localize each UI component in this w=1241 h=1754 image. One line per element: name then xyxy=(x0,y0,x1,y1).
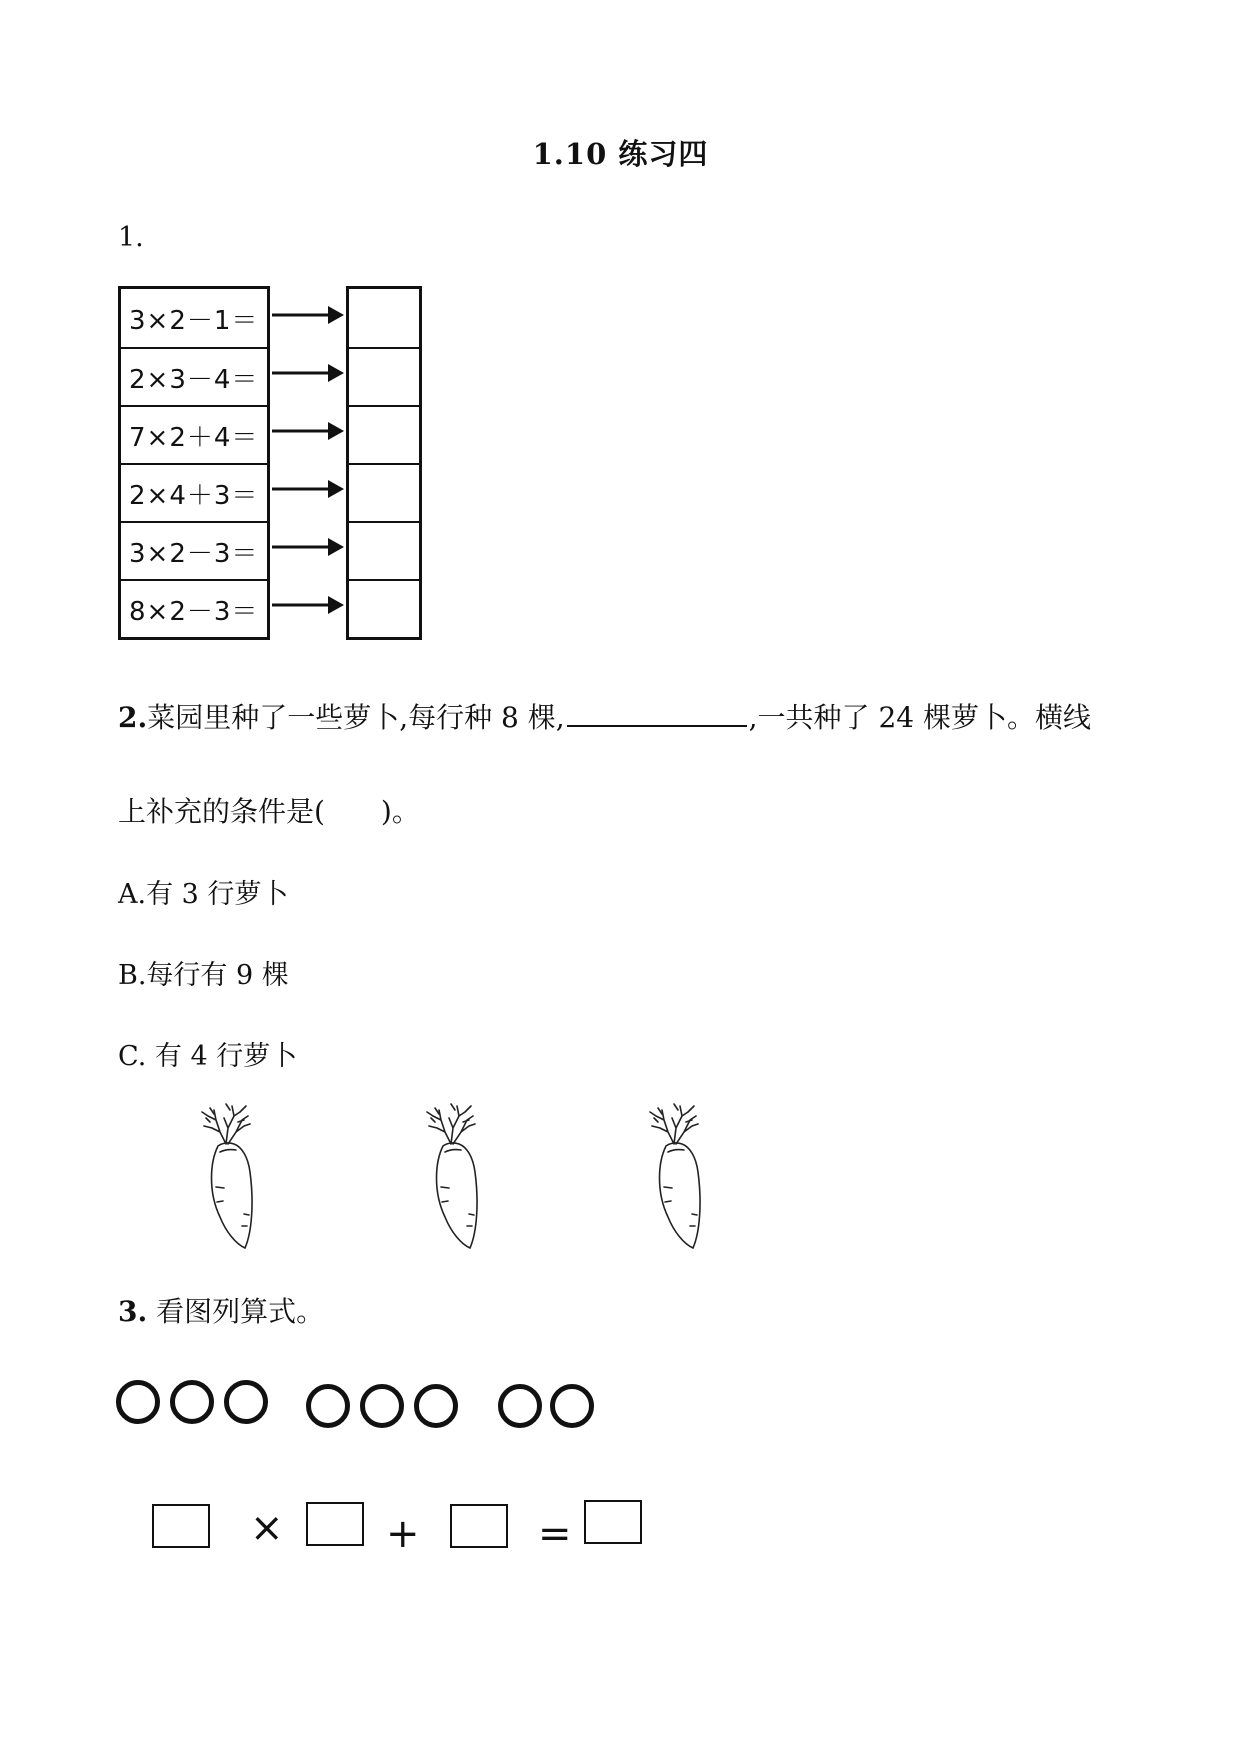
arrow-icon xyxy=(270,479,346,499)
carrot-icon xyxy=(190,1102,270,1252)
arrow-icon xyxy=(270,305,346,325)
circle xyxy=(306,1384,350,1428)
equals-sign: = xyxy=(538,1511,572,1557)
circle xyxy=(224,1380,268,1424)
answer-box[interactable] xyxy=(584,1500,642,1544)
answer-box[interactable] xyxy=(450,1504,508,1548)
carrot-icon xyxy=(638,1102,718,1252)
equation-cell: 2×4＋3＝ xyxy=(121,463,267,521)
q1-number: 1. xyxy=(118,222,144,253)
circle xyxy=(170,1380,214,1424)
q2-text-after: ,一共种了 24 棵萝卜。横线 xyxy=(748,701,1091,734)
q2-line1 xyxy=(118,696,1091,736)
answer-box[interactable] xyxy=(152,1504,210,1548)
arrow-icon xyxy=(270,537,346,557)
arrow-icon xyxy=(270,363,346,383)
answer-box[interactable] xyxy=(349,463,419,521)
times-sign: × xyxy=(250,1505,284,1551)
answer-column xyxy=(346,286,422,640)
option-a[interactable]: A.有 3 行萝卜 xyxy=(118,879,289,910)
q3-title xyxy=(118,1290,324,1330)
circle xyxy=(550,1384,594,1428)
answer-box[interactable] xyxy=(306,1502,364,1546)
arrow-icon xyxy=(270,421,346,441)
equation-cell: 3×2－3＝ xyxy=(121,521,267,579)
circle xyxy=(360,1384,404,1428)
q2-text-before: 菜园里种了一些萝卜,每行种 8 棵, xyxy=(147,701,565,734)
q3-text: 看图列算式。 xyxy=(156,1295,325,1328)
equation-cell: 8×2－3＝ xyxy=(121,579,267,637)
circle xyxy=(414,1384,458,1428)
fill-in-blank[interactable] xyxy=(567,699,747,727)
arrow-icon xyxy=(270,595,346,615)
carrot-icon xyxy=(415,1102,495,1252)
option-b[interactable]: B.每行有 9 棵 xyxy=(118,960,289,991)
answer-box[interactable] xyxy=(349,289,419,347)
answer-box[interactable] xyxy=(349,405,419,463)
answer-box[interactable] xyxy=(349,347,419,405)
page-title: 1.10 练习四 xyxy=(532,137,709,171)
q2-number: 2. xyxy=(118,701,148,734)
q2-line2: 上补充的条件是( )。 xyxy=(118,795,420,828)
circle xyxy=(116,1380,160,1424)
q3-number: 3. xyxy=(118,1295,148,1328)
plus-sign: + xyxy=(386,1511,420,1557)
answer-box[interactable] xyxy=(349,521,419,579)
equation-cell: 3×2－1＝ xyxy=(129,305,259,336)
equation-cell: 7×2＋4＝ xyxy=(121,405,267,463)
answer-box[interactable] xyxy=(349,579,419,637)
circle xyxy=(498,1384,542,1428)
equation-table xyxy=(118,286,270,640)
equation-cell: 2×3－4＝ xyxy=(121,347,267,405)
option-c[interactable]: C. 有 4 行萝卜 xyxy=(118,1041,298,1072)
